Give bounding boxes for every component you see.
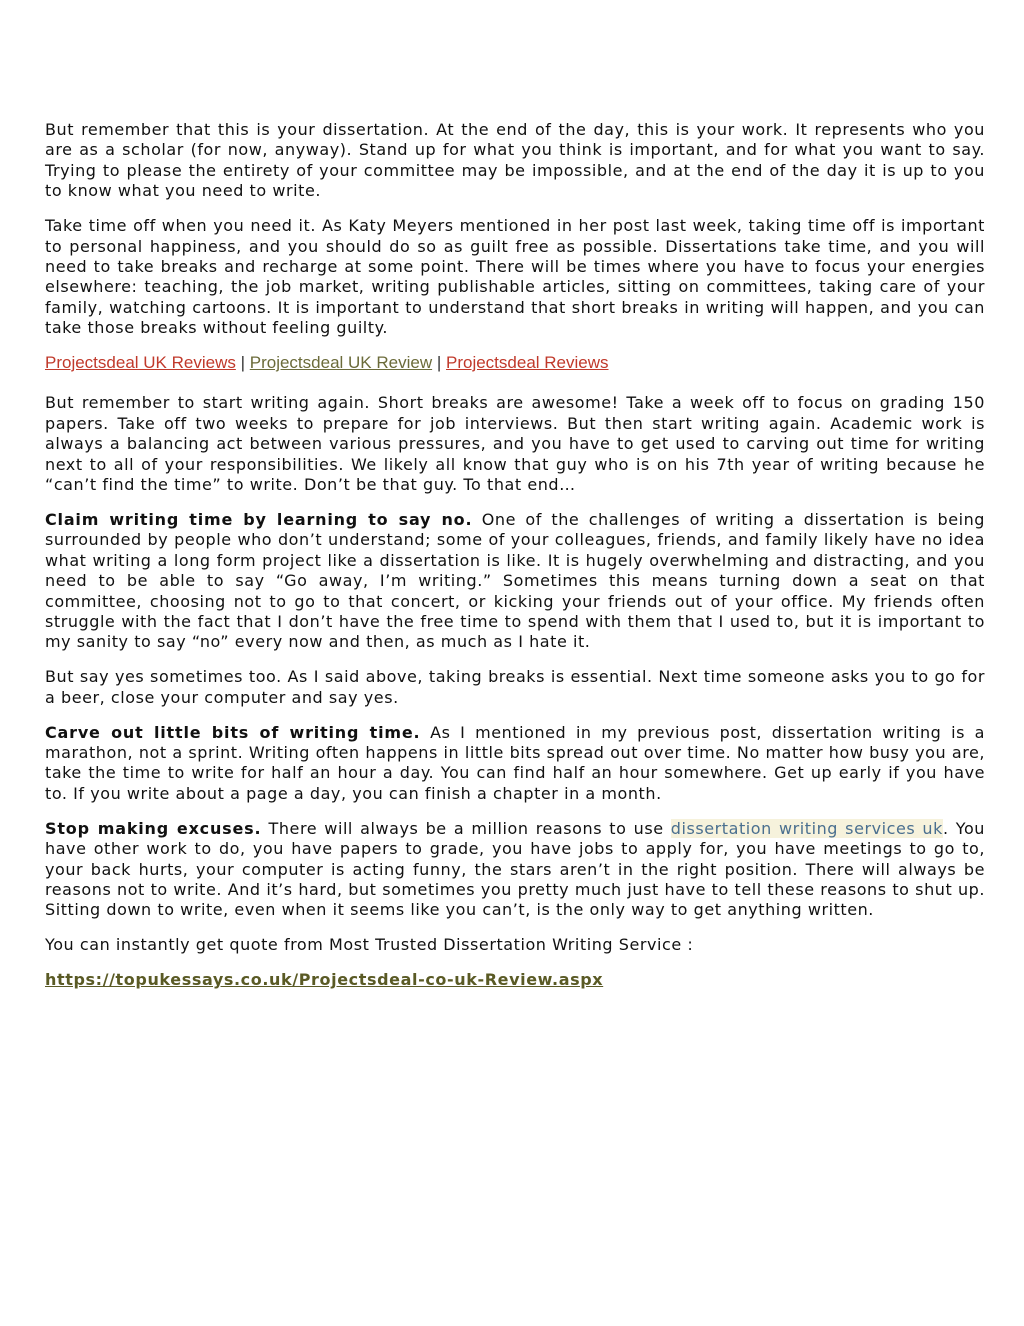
link-separator: | xyxy=(436,353,442,373)
paragraph-body-excuses-before: There will always be a million reasons to use xyxy=(261,818,671,838)
paragraph-dissertation-ownership: But remember that this is your dissertation. At the end of the day, this is your work. It represents who you are as a scholar (for now, anyway). Stand up for what you think is important, and for what you want to say. Trying to please the entirety of your committee may be impossible, and at the end of the day it is up to you to know what you need to write. xyxy=(45,120,985,201)
paragraph-time-off: Take time off when you need it. As Katy Meyers mentioned in her post last week, taking time off is important to personal happiness, and you should do so as guilt free as possible. Dissertations take time, and you will need to take breaks and recharge at some point. There will be times where you have to focus your energies elsewhere: teaching, the job market, writing publishable articles, sitting on committees, taking care of your family, watching cartoons. It is important to understand that short breaks in writing will happen, and you can take those breaks without feeling guilty. xyxy=(45,216,985,338)
paragraph-lead-excuses: Stop making excuses. xyxy=(45,818,262,838)
document-page xyxy=(45,120,985,1005)
link-projectsdeal-uk-reviews[interactable]: Projectsdeal UK Reviews xyxy=(45,353,236,373)
link-projectsdeal-reviews[interactable]: Projectsdeal Reviews xyxy=(446,353,609,373)
review-links xyxy=(45,353,985,373)
paragraph-say-no xyxy=(45,510,985,653)
paragraph-body-excuses-after: . You have other work to do, you have papers to grade, you have jobs to apply for, you have meetings to go to, your back hurts, your computer is acting funny, the stars aren’t in the right position. There will always be reasons not to write. And it’s hard, but sometimes you pretty much just have to tell these reasons to shut up. Sitting down to write, even when it seems like you can’t, is the only way to get anything written. xyxy=(45,818,985,920)
paragraph-quote: You can instantly get quote from Most Trusted Dissertation Writing Service : xyxy=(45,935,694,955)
paragraph-say-yes: But say yes sometimes too. As I said above, taking breaks is essential. Next time someone asks you to go for a beer, close your computer and say yes. xyxy=(45,667,985,707)
link-separator: | xyxy=(240,353,246,373)
paragraph-lead-say-no: Claim writing time by learning to say no. xyxy=(45,510,473,529)
link-projectsdeal-uk-review[interactable]: Projectsdeal UK Review xyxy=(249,353,433,373)
link-dissertation-writing-services[interactable]: dissertation writing services uk xyxy=(670,818,943,838)
paragraph-body-writing-time: As I mentioned in my previous post, dissertation writing is a marathon, not a sprint. Writing often happens in little bits spread out over time. No matter how busy you are, take the time to write for half an hour a day. You can find half an hour somewhere. Get up early if you have to. If you write about a page a day, you can finish a chapter in a month. xyxy=(45,722,985,803)
paragraph-body-say-no: One of the challenges of writing a dissertation is being surrounded by people who don’t understand; some of your colleagues, friends, and family likely have no idea what writing a long form project like a dissertation is like. It is hugely overwhelming and distracting, and you need to be able to say “Go away, I’m writing.” Sometimes this means turning down a seat on that committee, choosing not to go to that concert, or kicking your friends out of your office. My friends often struggle with the fact that I don’t have the free time to spend with them that I used to, but it is important to my sanity to say “no” every now and then, as much as I hate it. xyxy=(45,510,986,652)
paragraph-lead-writing-time: Carve out little bits of writing time. xyxy=(45,722,421,742)
paragraph-excuses xyxy=(45,819,985,921)
link-review-url[interactable]: https://topukessays.co.uk/Projectsdeal-co-uk-Review.aspx xyxy=(45,970,604,990)
url-line xyxy=(45,970,985,990)
paragraph-start-writing-again: But remember to start writing again. Short breaks are awesome! Take a week off to focus on grading 150 papers. Take off two weeks to prepare for job interviews. But then start writing again. Academic work is always a balancing act between various pressures, and you have to get used to carving out time for writing next to all of your responsibilities. We likely all know that guy who is on his 7th year of writing because he “can’t find the time” to write. Don’t be that guy. To that end… xyxy=(45,393,985,495)
paragraph-writing-time xyxy=(45,723,985,805)
